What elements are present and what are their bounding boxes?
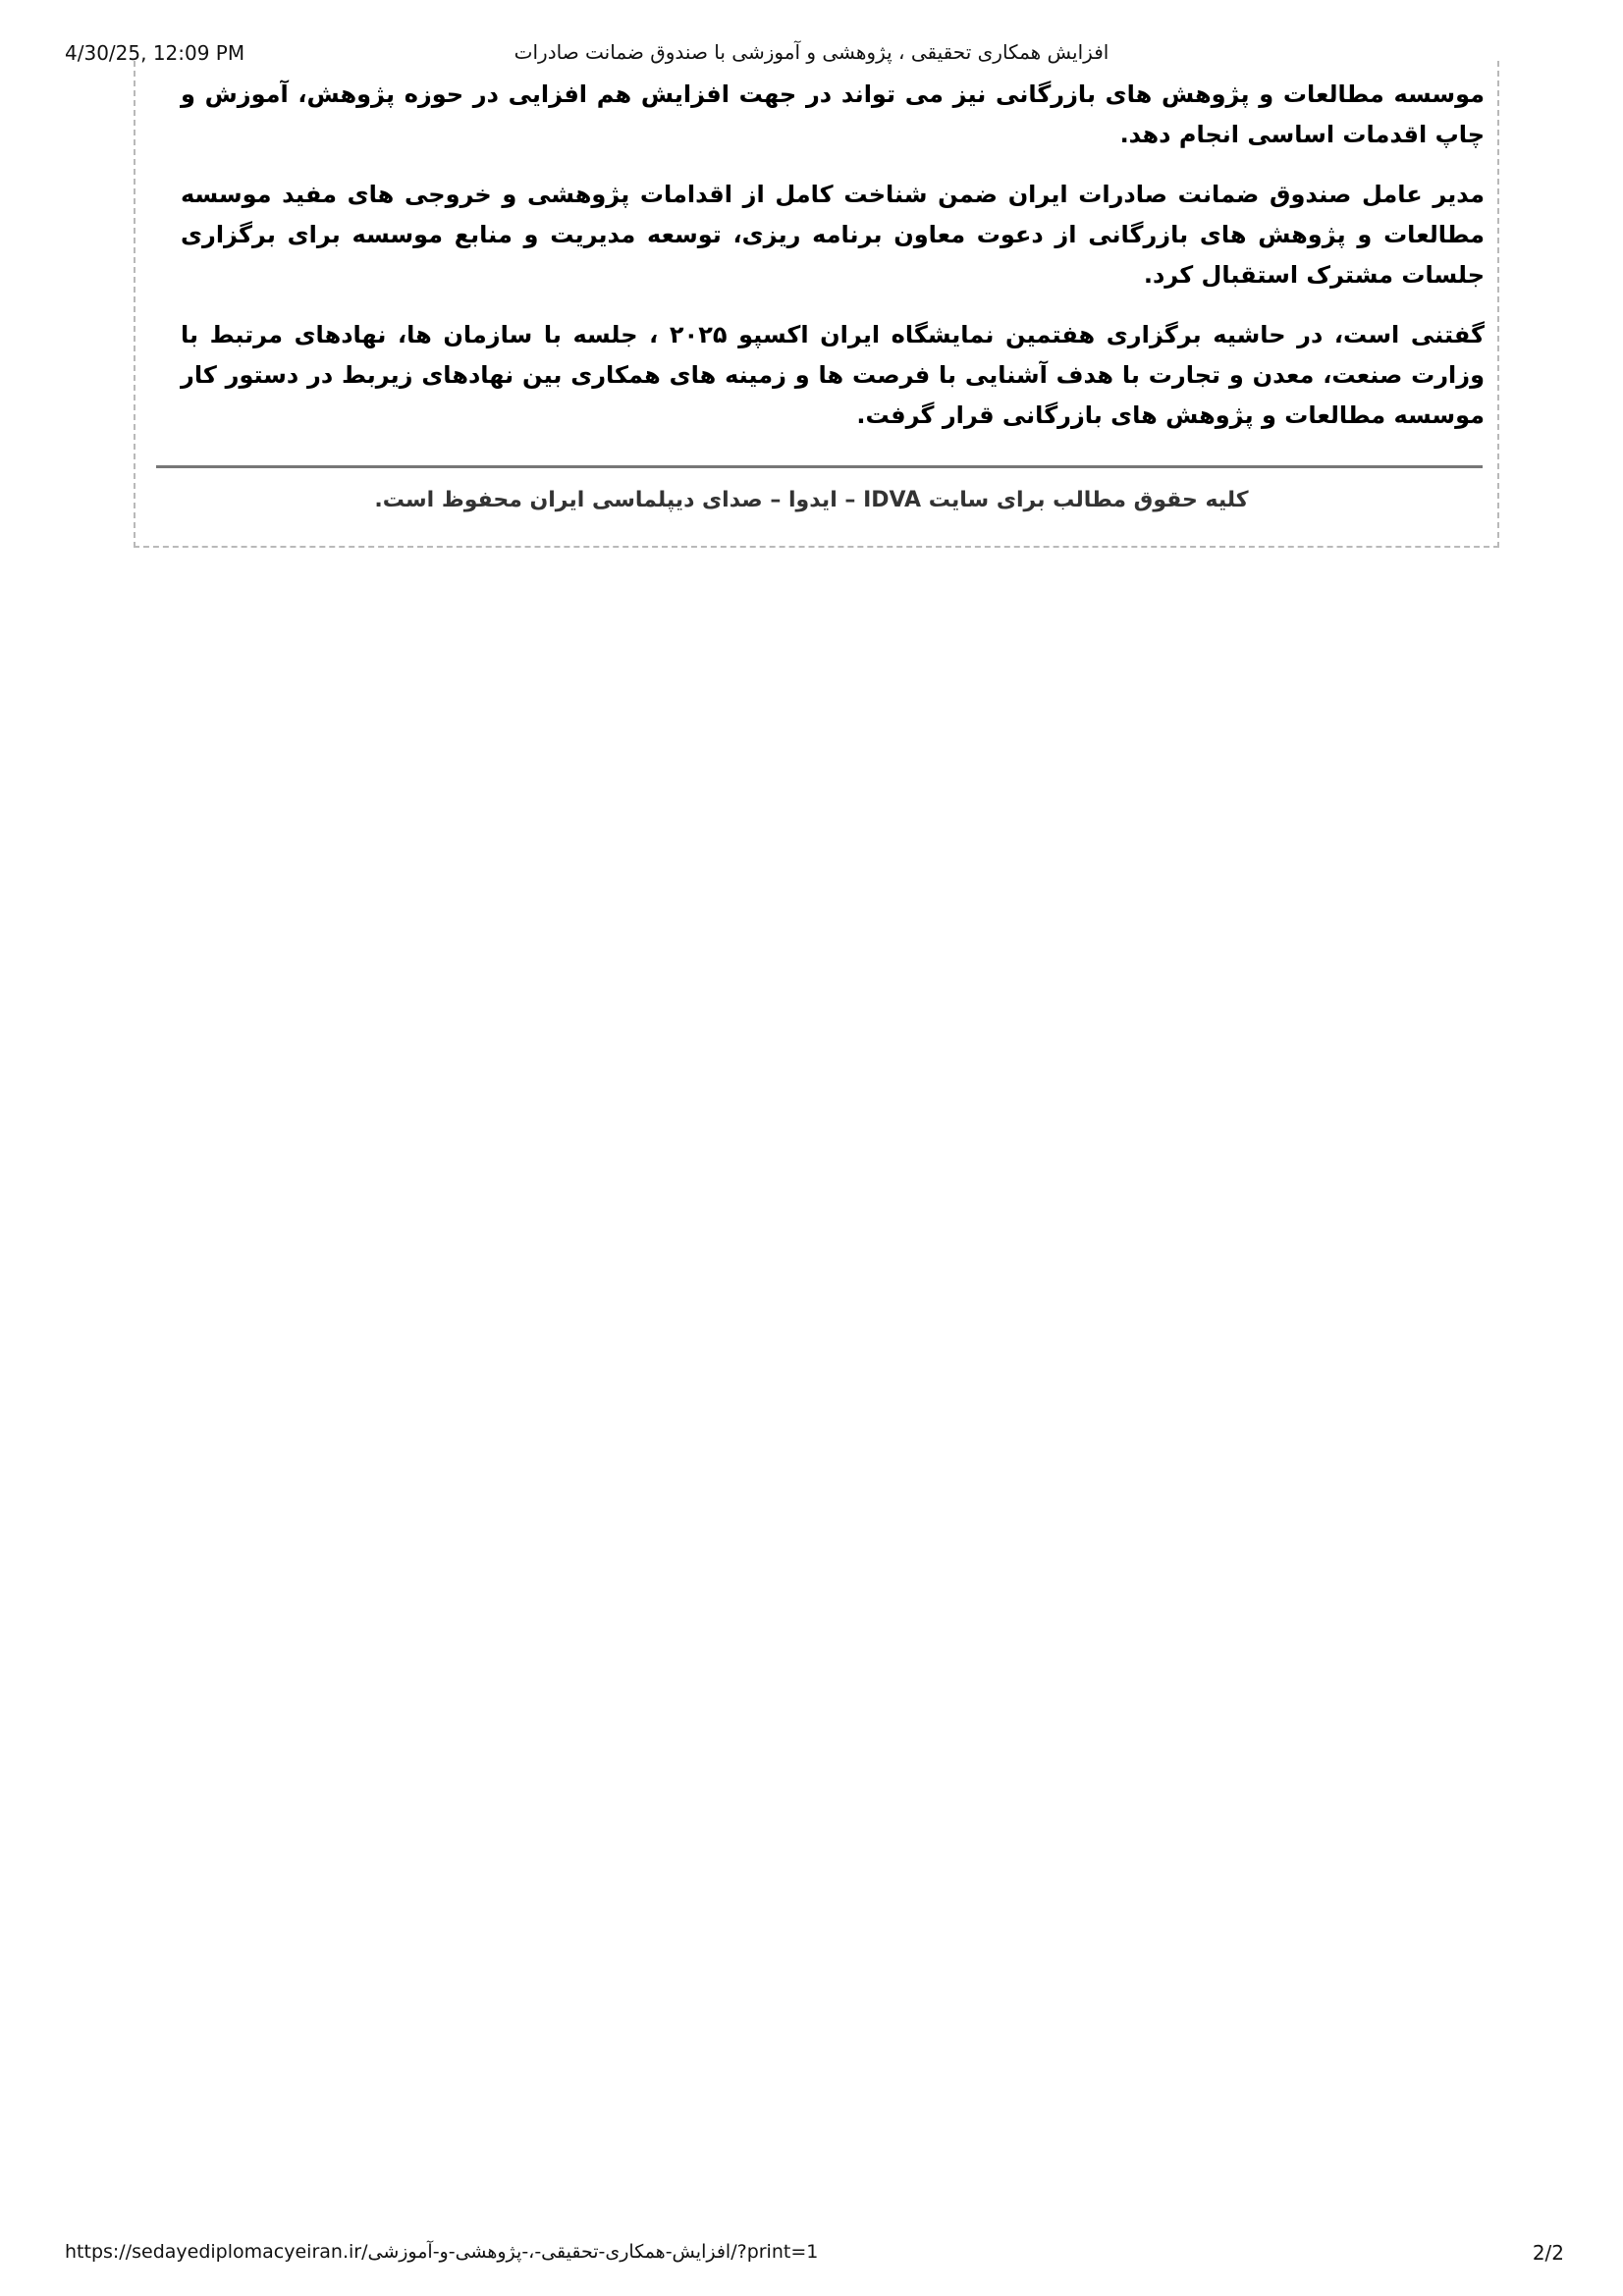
footer-divider	[156, 465, 1483, 468]
print-page-title: افزایش همکاری تحقیقی ، پژوهشی و آموزشی با صندوق ضمانت صادرات	[514, 40, 1109, 64]
article-body	[181, 75, 1485, 455]
article-paragraph: گفتنی است، در حاشیه برگزاری هفتمین نمایشگاه ایران اکسپو ۲۰۲۵ ، جلسه با سازمان ها، نهادهای مرتبط با وزارت صنعت، معدن و تجارت با هدف آشنایی با فرصت ها و زمینه های همکاری بین نهادهای زیربط در دستور کار موسسه مطالعات و پژوهش های بازرگانی قرار گرفت.	[181, 321, 1485, 429]
article-paragraph: مدیر عامل صندوق ضمانت صادرات ایران ضمن شناخت کامل از اقدامات پژوهشی و خروجی های مفید موسسه مطالعات و پژوهش های بازرگانی از دعوت معاون برنامه ریزی، توسعه مدیریت و منابع موسسه برای برگزاری جلسات مشترک استقبال کرد.	[181, 181, 1485, 289]
copyright-notice: کلیه حقوق مطالب برای سایت IDVA – ایدوا – صدای دیپلماسی ایران محفوظ است.	[374, 488, 1249, 512]
print-url: https://sedayediplomacyeiran.ir/افزایش-همکاری-تحقیقی-،-پژوهشی-و-آموزشی/?print=1	[65, 2241, 819, 2263]
article-paragraph: موسسه مطالعات و پژوهش های بازرگانی نیز می تواند در جهت افزایش هم افزایی در حوزه پژوهش، آموزش و چاپ اقدمات اساسی انجام دهد.	[181, 80, 1485, 148]
page-number: 2/2	[1532, 2241, 1564, 2265]
print-datetime: 4/30/25, 12:09 PM	[65, 41, 245, 65]
